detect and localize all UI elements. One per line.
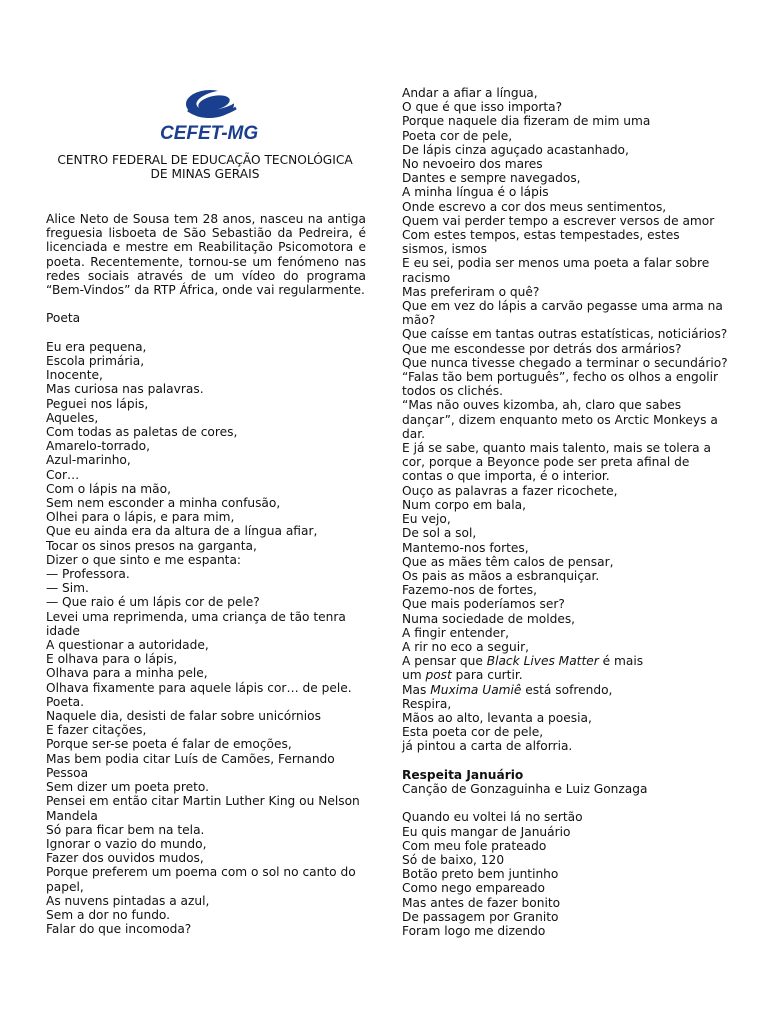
poem-line: Porque ser-se poeta é falar de emoções, bbox=[46, 737, 292, 752]
poem-line: Dizer o que sinto e me espanta: bbox=[46, 552, 242, 567]
poem-line: Falar do que incomoda? bbox=[46, 922, 192, 937]
poem-line-muxima: Mas Muxima Uamiê está sofrendo, bbox=[402, 682, 613, 697]
poem-line: Eu vejo, bbox=[402, 512, 451, 527]
poem-line: Que mais poderíamos ser? bbox=[402, 597, 565, 612]
poem-line: Esta poeta cor de pele, bbox=[402, 725, 544, 740]
poem-line: — Sim. bbox=[46, 581, 89, 596]
poem-line: — Que raio é um lápis cor de pele? bbox=[46, 595, 260, 610]
poem-line: — Professora. bbox=[46, 567, 130, 582]
cefet-mg-logo-icon bbox=[158, 84, 258, 144]
poem-line: Aqueles, bbox=[46, 410, 99, 425]
poem-line: Mas curiosa nas palavras. bbox=[46, 382, 204, 397]
poem-line: Botão preto bem juntinho bbox=[402, 867, 559, 882]
poem-line: Andar a afiar a língua, bbox=[402, 86, 538, 100]
poem-line: Sem nem esconder a minha confusão, bbox=[46, 496, 281, 511]
poem-line: Que em vez do lápis a carvão pegasse uma arma na mão? bbox=[402, 299, 723, 328]
institution-name bbox=[40, 153, 370, 182]
song-title: Respeita Januário bbox=[402, 767, 524, 782]
poem-line: Olhei para o lápis, e para mim, bbox=[46, 510, 235, 525]
poem-line: Com todas as paletas de cores, bbox=[46, 425, 238, 440]
poem-line: Amarelo-torrado, bbox=[46, 439, 150, 454]
poem-line-blm: A pensar que Black Lives Matter é mais bbox=[402, 654, 644, 669]
poem-line: Tocar os sinos presos na garganta, bbox=[46, 538, 257, 553]
song-subtitle: Canção de Gonzaguinha e Luiz Gonzaga bbox=[402, 781, 648, 796]
song-lines bbox=[402, 810, 728, 938]
institution-line-2: DE MINAS GERAIS bbox=[150, 167, 260, 182]
poem-line: Olhava para a minha pele, bbox=[46, 666, 208, 681]
poem-line: Só de baixo, 120 bbox=[402, 852, 505, 867]
poem-line: Levei uma reprimenda, uma criança de tão tenra idade bbox=[46, 609, 346, 638]
institution-line-1: CENTRO FEDERAL DE EDUCAÇÃO TECNOLÓGICA bbox=[57, 153, 353, 167]
poem-line: Porque naquele dia fizeram de mim uma bbox=[402, 114, 651, 129]
poem-line: De passagem por Granito bbox=[402, 909, 559, 924]
poem-line: Com estes tempos, estas tempestades, estes sismos, ismos bbox=[402, 228, 680, 257]
poem-line: E já se sabe, quanto mais talento, mais se tolera a cor, porque a Beyonce pode ser preta afinal de contas o que importa, é o interior. bbox=[402, 441, 711, 484]
poem-line-post: um post para curtir. bbox=[402, 668, 523, 683]
poem-line: Com o lápis na mão, bbox=[46, 481, 171, 496]
poem-line: A questionar a autoridade, bbox=[46, 638, 209, 653]
poem-line: Quando eu voltei lá no sertão bbox=[402, 810, 583, 825]
poem-line: Numa sociedade de moldes, bbox=[402, 611, 576, 626]
poem-title: Poeta bbox=[46, 311, 81, 326]
left-column bbox=[46, 212, 366, 936]
poem-line: Porque preferem um poema com o sol no canto do papel, bbox=[46, 865, 356, 894]
cefet-mg-logo bbox=[158, 84, 258, 144]
poem-line: Que as mães têm calos de pensar, bbox=[402, 554, 614, 569]
poem-line: já pintou a carta de alforria. bbox=[402, 739, 573, 754]
poem-line: Foram logo me dizendo bbox=[402, 923, 546, 938]
poem-line: Os pais as mãos a esbranquiçar. bbox=[402, 568, 600, 583]
poem-line: De lápis cinza aguçado acastanhado, bbox=[402, 142, 629, 157]
poem-line: E eu sei, podia ser menos uma poeta a falar sobre racismo bbox=[402, 256, 710, 285]
poem-lines-right-end bbox=[402, 697, 728, 754]
poem-line: Eu era pequena, bbox=[46, 339, 147, 354]
poem-line: No nevoeiro dos mares bbox=[402, 157, 543, 172]
poem-line: Que nunca tivesse chegado a terminar o secundário? bbox=[402, 355, 728, 370]
poem-line: Naquele dia, desisti de falar sobre unicórnios bbox=[46, 709, 321, 724]
poem-line: A minha língua é o lápis bbox=[402, 185, 549, 200]
poem-line: Ignorar o vazio do mundo, bbox=[46, 836, 207, 851]
poem-lines-right bbox=[402, 86, 728, 654]
poem-line: E olhava para o lápis, bbox=[46, 652, 178, 667]
poem-line: As nuvens pintadas a azul, bbox=[46, 893, 210, 908]
poem-line: Quem vai perder tempo a escrever versos de amor bbox=[402, 213, 715, 228]
poem-line: Que me escondesse por detrás dos armários? bbox=[402, 341, 682, 356]
poem-line: Mãos ao alto, levanta a poesia, bbox=[402, 710, 592, 725]
poem-line: Pensei em então citar Martin Luther King ou Nelson Mandela bbox=[46, 794, 360, 823]
poem-line: “Falas tão bem português”, fecho os olhos a engolir todos os clichés. bbox=[402, 370, 719, 399]
poem-line: Só para ficar bem na tela. bbox=[46, 822, 205, 837]
poem-line: Que caísse em tantas outras estatísticas, noticiários? bbox=[402, 327, 728, 342]
poem-line: Mas bem podia citar Luís de Camões, Fernando Pessoa bbox=[46, 751, 335, 780]
poem-line: Poeta. bbox=[46, 694, 84, 709]
poem-line: Como nego empareado bbox=[402, 881, 545, 896]
poem-lines-left bbox=[46, 340, 366, 937]
poem-line: Ouço as palavras a fazer ricochete, bbox=[402, 483, 618, 498]
poem-line: Eu quis mangar de Januário bbox=[402, 824, 571, 839]
poem-line: Fazemo-nos de fortes, bbox=[402, 583, 537, 598]
poem-line: Sem a dor no fundo. bbox=[46, 907, 171, 922]
poem-line: Que eu ainda era da altura de a língua afiar, bbox=[46, 524, 318, 539]
poem-line: A rir no eco a seguir, bbox=[402, 639, 529, 654]
poem-line: Mantemo-nos fortes, bbox=[402, 540, 529, 555]
poem-line: Onde escrevo a cor dos meus sentimentos, bbox=[402, 199, 667, 214]
poem-line: E fazer citações, bbox=[46, 723, 147, 738]
poem-line: Dantes e sempre navegados, bbox=[402, 171, 581, 186]
right-column bbox=[402, 86, 728, 938]
logo-text: CEFET-MG bbox=[160, 123, 258, 144]
poem-line: Num corpo em bala, bbox=[402, 497, 526, 512]
poem-line: Sem dizer um poeta preto. bbox=[46, 780, 210, 795]
poem-line: Fazer dos ouvidos mudos, bbox=[46, 851, 204, 866]
poem-line: Escola primária, bbox=[46, 354, 145, 368]
poem-line: Mas antes de fazer bonito bbox=[402, 895, 561, 910]
poem-line: Com meu fole prateado bbox=[402, 838, 547, 853]
poem-line: “Mas não ouves kizomba, ah, claro que sabes dançar”, dizem enquanto meto os Arctic Monkeys a dar. bbox=[402, 398, 718, 441]
poem-line: Azul-marinho, bbox=[46, 453, 131, 468]
poem-line: Respira, bbox=[402, 696, 452, 711]
poem-line: Mas preferiram o quê? bbox=[402, 284, 540, 299]
poem-line: Olhava fixamente para aquele lápis cor… de pele. bbox=[46, 680, 352, 695]
poem-line: Peguei nos lápis, bbox=[46, 396, 149, 411]
poem-line: Cor… bbox=[46, 467, 80, 482]
intro-paragraph: Alice Neto de Sousa tem 28 anos, nasceu na antiga freguesia lisboeta de São Sebastião da Pedreira, é licenciada e mestre em Reabilitação Psicomotora e poeta. Recentemente, tornou-se um fenómeno nas redes sociais através de um vídeo do programa “Bem-Vindos” da RTP África, onde vai regularmente. bbox=[46, 212, 366, 298]
poem-line: O que é que isso importa? bbox=[402, 100, 563, 115]
poem-line: Poeta cor de pele, bbox=[402, 128, 513, 143]
poem-line: A fingir entender, bbox=[402, 625, 509, 640]
poem-line: De sol a sol, bbox=[402, 526, 477, 541]
poem-line: Inocente, bbox=[46, 368, 103, 383]
